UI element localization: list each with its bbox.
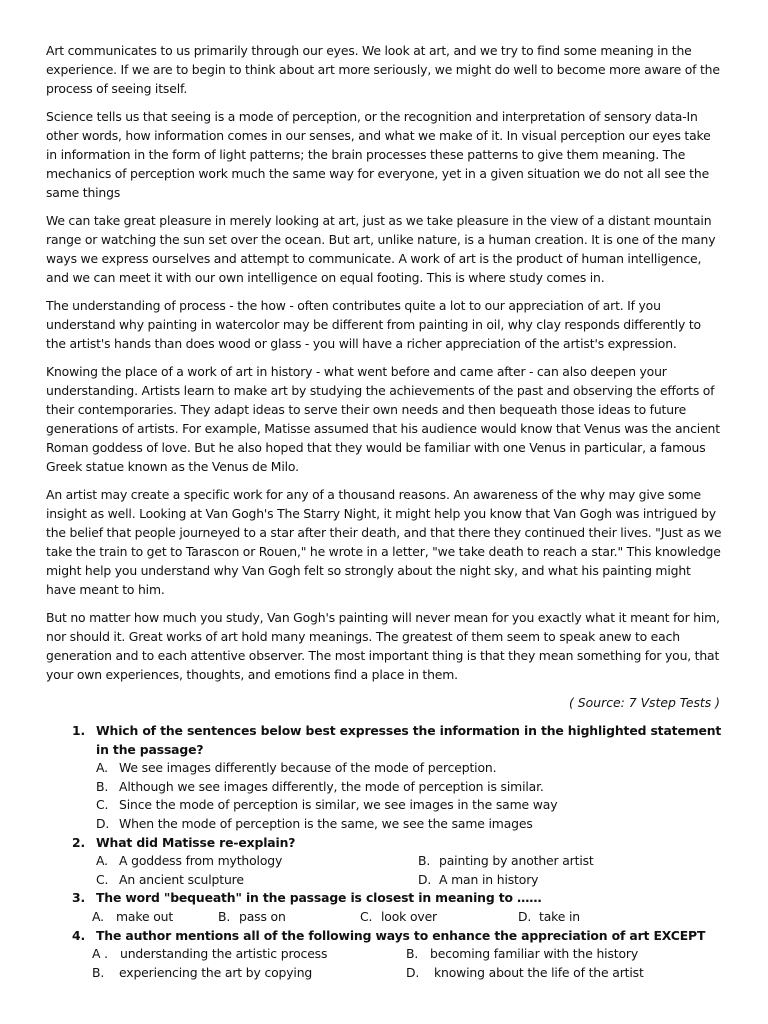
- answer-option: [406, 964, 644, 983]
- option-letter: B.: [406, 946, 419, 962]
- option-letter: C.: [360, 908, 373, 924]
- question-number: 1.: [72, 723, 86, 738]
- option-text: make out: [116, 908, 174, 924]
- answer-option-row: [46, 871, 722, 890]
- source-citation: ( Source: 7 Vstep Tests ): [569, 695, 720, 710]
- answer-option: [96, 871, 244, 890]
- passage-paragraph: Science tells us that seeing is a mode of perception, or the recognition and interpretation of sensory data-In other words, how information comes in our senses, and what we make of it. In visual perception our eyes take in information in the form of light patterns; the brain processes these patterns to give them meaning. The mechanics of perception work much the same way for everyone, yet in a given situation we do not all see the same things: [46, 109, 711, 200]
- option-text: Although we see images differently, the mode of perception is similar.: [119, 778, 544, 794]
- passage-paragraph: The understanding of process - the how - often contributes quite a lot to our appreciation of art. If you understand why painting in watercolor may be different from painting in oil, why clay responds differently to the artist's hands than does wood or glass - you will have a richer appreciation of the artist's expression.: [46, 298, 701, 351]
- option-letter: C.: [96, 871, 109, 887]
- option-letter: B.: [418, 853, 431, 869]
- answer-option: [92, 908, 173, 927]
- passage-paragraph: But no matter how much you study, Van Gogh's painting will never mean for you exactly what it meant for him, nor should it. Great works of art hold many meanings. The greatest of them seem to speak anew to each generation and to each attentive observer. The most important thing is that they mean something for you, that your own experiences, thoughts, and emotions find a place in them.: [46, 610, 720, 682]
- option-text: knowing about the life of the artist: [434, 964, 644, 980]
- answer-option: [46, 759, 722, 778]
- option-text: Since the mode of perception is similar, we see images in the same way: [119, 797, 558, 813]
- answer-option: [360, 908, 437, 927]
- option-text: A man in history: [439, 871, 539, 887]
- option-text: look over: [381, 908, 437, 924]
- answer-option: [46, 796, 722, 815]
- option-letter: C.: [96, 797, 109, 813]
- answer-option: [46, 778, 722, 797]
- answer-option: [92, 964, 312, 983]
- answer-option: [92, 945, 327, 964]
- answer-option-row: [46, 908, 722, 927]
- passage-paragraph: Art communicates to us primarily through our eyes. We look at art, and we try to find some meaning in the experience. If we are to begin to think about art more seriously, we might do well to become more aware of the process of seeing itself.: [46, 43, 720, 96]
- answer-option: [406, 945, 638, 964]
- option-text: becoming familiar with the history: [430, 946, 639, 962]
- answer-option: [418, 852, 594, 871]
- option-letter: B.: [92, 964, 105, 980]
- reading-passage: [46, 41, 722, 684]
- option-text: A goddess from mythology: [119, 853, 283, 869]
- question-2: [46, 834, 722, 853]
- option-text: An ancient sculpture: [119, 871, 244, 887]
- passage-paragraph: Knowing the place of a work of art in history - what went before and came after - can also deepen your understanding. Artists learn to make art by studying the achievements of the past and observing the efforts of their contemporaries. They adapt ideas to serve their own needs and then bequeath those ideas to future generations of artists. For example, Matisse assumed that his audience would know that Venus was the ancient Roman goddess of love. But he also hoped that they would be familiar with one Venus in particular, a famous Greek statue known as the Venus de Milo.: [46, 364, 720, 474]
- question-number: 2.: [72, 834, 86, 850]
- option-text: We see images differently because of the mode of perception.: [119, 760, 497, 776]
- answer-option: [218, 908, 286, 927]
- option-letter: A .: [92, 946, 108, 962]
- question-text: Which of the sentences below best expresses the information in the highlighted statement in the passage?: [96, 723, 722, 757]
- option-text: experiencing the art by copying: [119, 964, 313, 980]
- answer-option-row: [46, 852, 722, 871]
- passage-paragraph: An artist may create a specific work for any of a thousand reasons. An awareness of the why may give some insight as well. Looking at Van Gogh's The Starry Night, it might help you know that Van Gogh was intrigued by the belief that people journeyed to a star after their death, and that there they continued their lives. "Just as we take the train to get to Tarascon or Rouen," he wrote in a letter, "we take death to reach a star." This knowledge might help you understand why Van Gogh felt so strongly about the night sky, and what his painting might have meant to him.: [46, 487, 722, 597]
- question-text: The word "bequeath" in the passage is closest in meaning to ……: [96, 890, 542, 906]
- option-letter: A.: [96, 853, 108, 869]
- option-letter: D.: [518, 908, 532, 924]
- question-4: [46, 927, 722, 946]
- question-number: 4.: [72, 927, 86, 943]
- question-text: What did Matisse re-explain?: [96, 834, 296, 850]
- answer-option-row: [46, 945, 722, 964]
- option-letter: B.: [96, 778, 109, 794]
- option-letter: D.: [406, 964, 420, 980]
- passage-paragraph: We can take great pleasure in merely looking at art, just as we take pleasure in the view of a distant mountain range or watching the sun set over the ocean. But art, unlike nature, is a human creation. It is one of the many ways we express ourselves and attempt to communicate. A work of art is the product of human intelligence, and we can meet it with our own intelligence on equal footing. This is where study comes in.: [46, 213, 716, 285]
- answer-option: [96, 852, 282, 871]
- option-letter: B.: [218, 908, 231, 924]
- answer-option: [46, 815, 722, 834]
- option-letter: D.: [96, 815, 110, 831]
- question-text: The author mentions all of the following ways to enhance the appreciation of art EXCEPT: [96, 927, 706, 943]
- option-letter: A.: [96, 760, 108, 776]
- answer-option: [418, 871, 538, 890]
- option-text: take in: [539, 908, 580, 924]
- question-3: [46, 889, 722, 908]
- question-1: [46, 722, 722, 759]
- option-text: understanding the artistic process: [120, 946, 328, 962]
- answer-option: [518, 908, 580, 927]
- document-page: [46, 41, 722, 982]
- option-letter: A.: [92, 908, 104, 924]
- answer-option-row: [46, 964, 722, 983]
- option-letter: D.: [418, 871, 432, 887]
- question-list: [46, 722, 722, 982]
- option-text: painting by another artist: [439, 853, 594, 869]
- question-number: 3.: [72, 890, 86, 906]
- option-text: pass on: [239, 908, 286, 924]
- option-text: When the mode of perception is the same, we see the same images: [119, 815, 533, 831]
